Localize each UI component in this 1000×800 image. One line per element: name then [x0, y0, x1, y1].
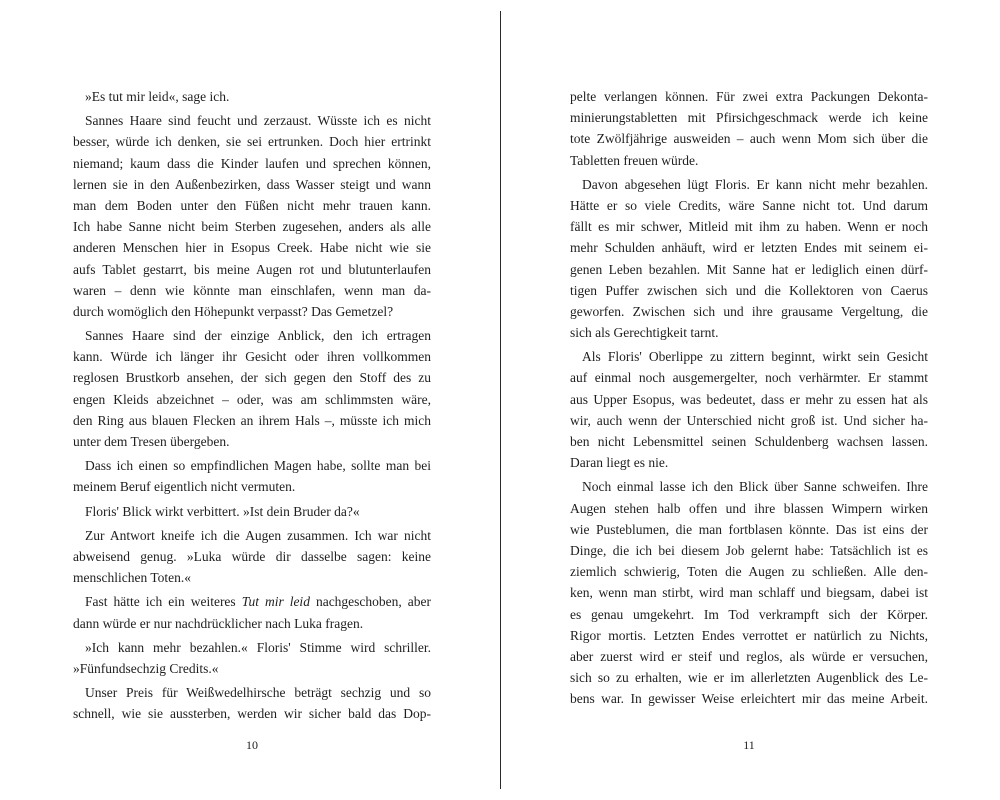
text-line: Noch einmal lasse ich den Blick über Sanne schweifen. Ihre [582, 479, 928, 495]
text-line: Dinge, die ich bei diesem Job gelernt habe: Tatsächlich ist es [570, 542, 928, 558]
text-line: waren – denn wie könnte man einschlafen, wenn man da- [73, 282, 431, 298]
text-line: wir, auch wenn der Unterschied nicht groß ist. Und sicher ha- [570, 412, 928, 428]
text-line: bens war. In gewisser Weise erleichtert mir das meine Arbeit. [570, 691, 928, 707]
text-line: Augen stehen halb offen und ihre blassen Wimpern wirken [570, 500, 928, 516]
text-line: kann. Würde ich länger ihr Gesicht oder ihren vollkommen [73, 349, 431, 365]
page-gutter-divider [500, 11, 501, 789]
left-page-number: 10 [246, 738, 258, 752]
text-line: ziemlich schwierig, Toten die Augen zu schließen. Alle den- [570, 564, 928, 580]
text-line: wie Pusteblumen, die man fortblasen könnte. Das ist eins der [570, 521, 928, 537]
text-line: anderen Menschen hier in Esopus Creek. Habe nicht wie sie [73, 240, 431, 256]
left-page [73, 86, 431, 724]
text-line: dann würde er nur nachdrücklicher nach Luka fragen. [73, 615, 364, 631]
text-line: tigen Puffer zwischen sich und die Kollektoren von Caerus [570, 282, 928, 298]
text-line: mehr Schulden anhäuft, wird er letzten Endes mit seinem ei- [570, 240, 928, 256]
text-line: aus Upper Esopus, was bedeutet, dass er mehr zu essen hat als [570, 391, 928, 407]
text-line: Sannes Haare sind feucht und zerzaust. Wüsste ich es nicht [85, 113, 431, 129]
emphasis: Tut mir leid [241, 594, 310, 610]
right-page [570, 86, 928, 709]
text-line: Floris' Blick wirkt verbittert. »Ist dein Bruder da?« [85, 503, 360, 519]
text-line: »Fünfundsechzig Credits.« [73, 660, 219, 676]
text-line: schnell, wie sie aussterben, werden wir sicher bald das Dop- [73, 706, 431, 722]
text-line: Davon abgesehen lügt Floris. Er kann nicht mehr bezahlen. [582, 176, 928, 192]
text-line: ken, wenn man stirbt, wird man schlaff und biegsam, dabei ist [570, 585, 928, 601]
text-line: Als Floris' Oberlippe zu zittern beginnt, wirkt sein Gesicht [582, 349, 928, 365]
text-line: sich als Gerechtigkeit tarnt. [570, 325, 719, 341]
text-line: ben nicht Lebensmittel seinen Schuldenberg wachsen lassen. [570, 434, 928, 449]
text-line: Sannes Haare sind der einzige Anblick, den ich ertragen [85, 328, 431, 344]
text-line: unter dem Tresen übergeben. [73, 434, 230, 449]
text-line: besser, würde ich denken, sie sei ertrunken. Doch hier ertrinkt [73, 134, 431, 150]
text-line: reglosen Brustkorb ansehen, der sich gegen den Stoff des zu [73, 370, 431, 386]
text-line: »Ich kann mehr bezahlen.« Floris' Stimme wird schriller. [85, 639, 431, 655]
text-line: den Ring aus blauen Flecken an ihrem Hals –, müsste ich mich [73, 412, 431, 428]
text-line: Ich habe Sanne nicht beim Sterben zugesehen, anders als alle [73, 219, 431, 235]
text-line: auf einmal noch ausgemergelter, noch verhärmter. Er stammt [570, 370, 928, 386]
text-line: aber zuerst wird er steif und reglos, als würde er versuchen, [570, 648, 928, 664]
text-line: Dass ich einen so empfindlichen Magen habe, sollte man bei [85, 458, 431, 474]
text-line: niemand; kaum dass die Kinder laufen und sprechen können, [73, 155, 431, 171]
text-line: Tabletten freuen würde. [570, 152, 699, 168]
text-line: »Es tut mir leid«, sage ich. [85, 89, 230, 104]
text-line: Daran liegt es nie. [570, 455, 669, 471]
text-line: Hätte er so viele Credits, wäre Sanne nicht tot. Und darum [570, 197, 928, 213]
text-line: pelte verlangen können. Für zwei extra Packungen Dekonta- [570, 89, 928, 104]
text-line: Fast hätte ich ein weiteres Tut mir leid nachgeschoben, aber [85, 594, 432, 610]
text-line: tote Zwölfjährige ausweiden – auch wenn Mom sich über die [570, 131, 928, 147]
text-line: sich so zu erhalten, wie er im allerletzten Augenblick des Le- [570, 670, 928, 686]
text-line: minierungstabletten mit Pfirsichgeschmack werde ich keine [570, 110, 928, 126]
text-line: es genau umgekehrt. Im Tod verkrampft sich der Körper. [570, 606, 928, 622]
text-line: Zur Antwort kneife ich die Augen zusammen. Ich war nicht [85, 527, 431, 543]
text-line: fällt es mir schwer, Mitleid mit ihm zu haben. Wenn er noch [570, 219, 928, 235]
text-line: menschlichen Toten.« [73, 570, 192, 586]
text-line: geworfen. Zwischen sich und ihre grausame Vergeltung, die [570, 303, 928, 319]
text-line: engen Kleids abzeichnet – oder, was am schlimmsten wäre, [73, 391, 431, 407]
text-line: abweisend genug. »Luka würde dir dasselbe sagen: keine [73, 548, 431, 564]
text-line: lernen sie in den Außenbezirken, dass Wasser steigt und wann [73, 176, 431, 192]
text-line: Unser Preis für Weißwedelhirsche beträgt sechzig und so [85, 685, 431, 701]
text-line: aufs Tablet gestarrt, bis meine Augen rot und blutunterlaufen [73, 261, 431, 277]
text-line: Rigor mortis. Letzten Endes verrottet er natürlich zu Nichts, [570, 627, 928, 643]
text-line: meinem Beruf eigentlich nicht vermuten. [73, 479, 296, 495]
right-page-number: 11 [743, 738, 755, 752]
text-line: man dem Boden unter den Füßen nicht mehr trauen kann. [73, 197, 431, 213]
text-line: genen Leben bezahlen. Mit Sanne hat er lediglich einen dürf- [570, 261, 928, 277]
text-line: durch womöglich den Höhepunkt verpasst? Das Gemetzel? [73, 303, 394, 319]
